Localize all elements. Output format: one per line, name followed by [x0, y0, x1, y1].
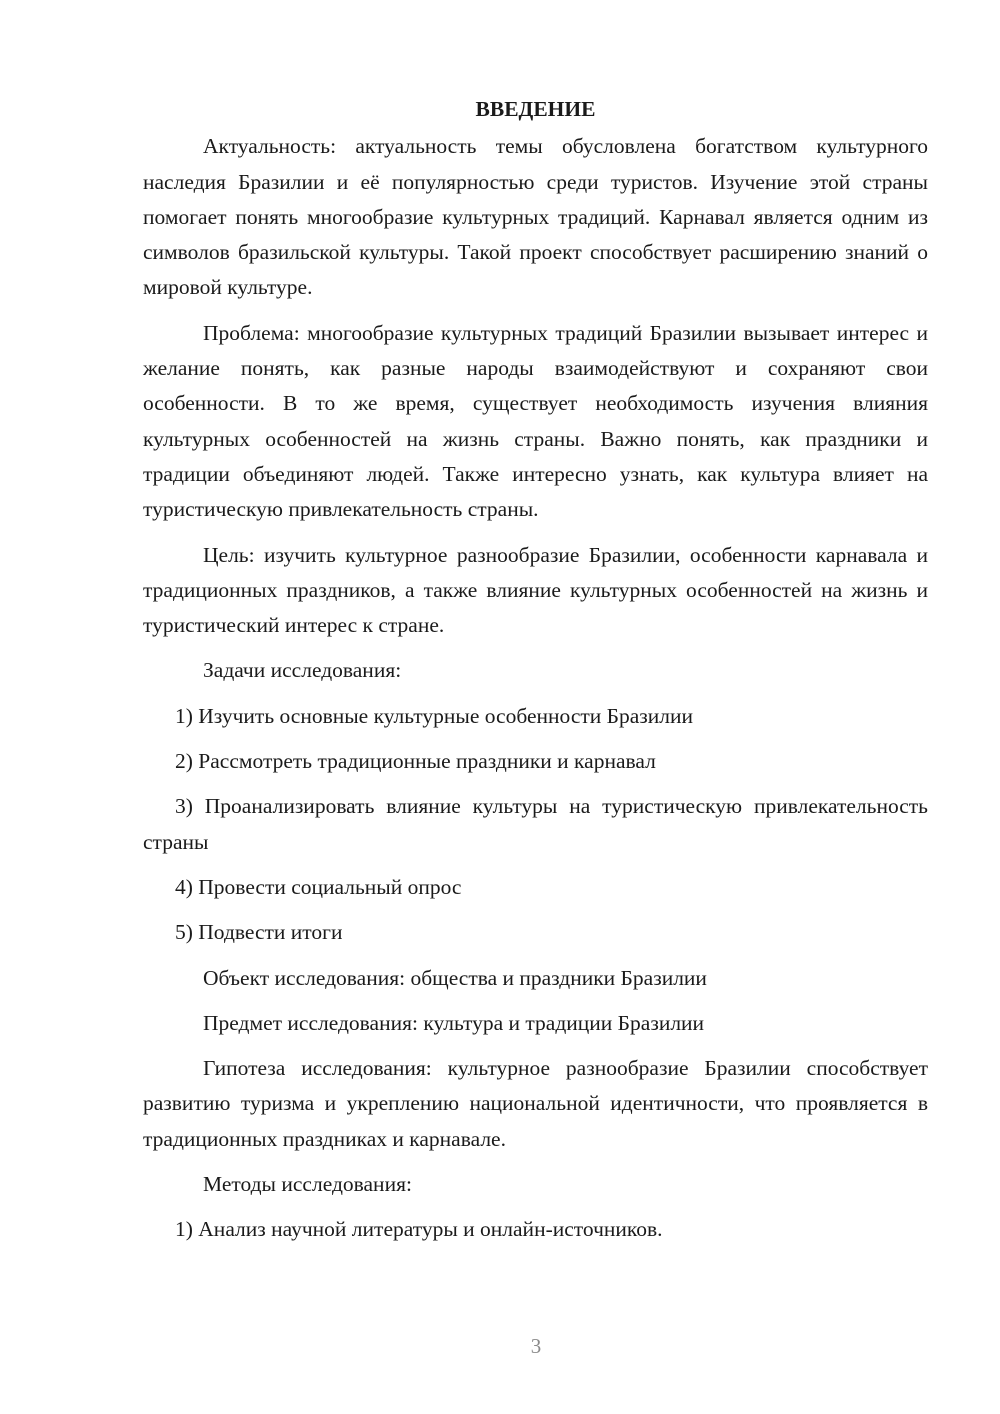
task-item-1: 1) Изучить основные культурные особенности Бразилии: [175, 703, 694, 728]
hypothesis-paragraph: Гипотеза исследования: культурное разнообразие Бразилии способствует развитию туризма и укреплению национальной идентичности, что проявляется в традиционных праздниках и карнавале.: [143, 1056, 928, 1151]
method-item-1: 1) Анализ научной литературы и онлайн-источников.: [175, 1217, 663, 1242]
page-number: 3: [530, 1334, 542, 1358]
subject-paragraph: Предмет исследования: культура и традиции Бразилии: [203, 1010, 705, 1035]
document-page: [143, 92, 928, 1258]
methods-heading: Методы исследования:: [203, 1172, 412, 1197]
goal-paragraph: Цель: изучить культурное разнообразие Бразилии, особенности карнавала и традиционных праздников, а также влияние культурных особенностей на жизнь и туристический интерес к стране.: [143, 542, 928, 638]
section-title: ВВЕДЕНИЕ: [475, 97, 596, 121]
relevance-paragraph: Актуальность: актуальность темы обусловлена богатством культурного наследия Бразилии и её популярностью среди туристов. Изучение этой страны помогает понять многообразие культурных традиций. Карнавал является одним из символов бразильской культуры. Такой проект способствует расширению знаний о мировой культуре.: [143, 134, 928, 300]
tasks-heading: Задачи исследования:: [203, 658, 402, 683]
object-paragraph: Объект исследования: общества и праздники Бразилии: [203, 965, 707, 990]
task-item-3: 3) Проанализировать влияние культуры на туристическую привлекательность страны: [143, 794, 928, 854]
task-item-5: 5) Подвести итоги: [175, 920, 343, 945]
problem-paragraph: Проблема: многообразие культурных традиций Бразилии вызывает интерес и желание понять, как разные народы взаимодействуют и сохраняют свои особенности. В то же время, существует необходимость изучения влияния культурных особенностей на жизнь страны. Важно понять, как праздники и традиции объединяют людей. Также интересно узнать, как культура влияет на туристическую привлекательность страны.: [143, 320, 928, 522]
task-item-2: 2) Рассмотреть традиционные праздники и карнавал: [175, 749, 656, 774]
task-item-4: 4) Провести социальный опрос: [175, 874, 462, 899]
